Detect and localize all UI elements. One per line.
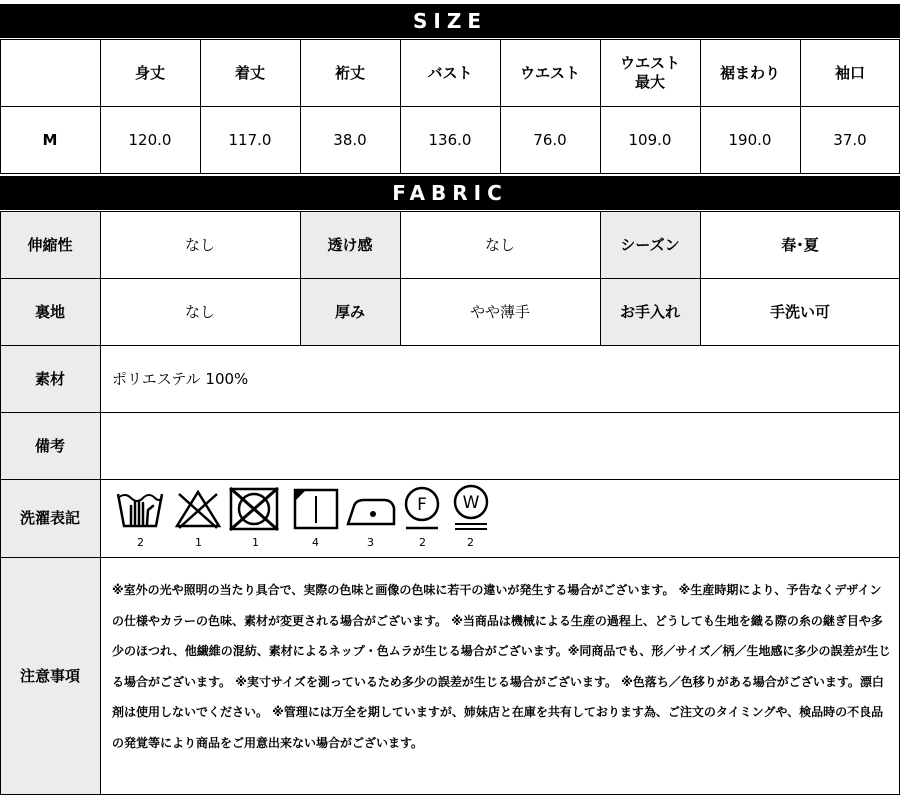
no-tumble-dry-icon: [227, 486, 281, 532]
fabric-section-title-bar: [0, 176, 900, 210]
size-value-waist: 76.0: [533, 130, 567, 149]
material-label: 素材: [34, 369, 65, 388]
size-value-bust: 136.0: [428, 130, 472, 149]
wash-number-5: 3: [367, 536, 374, 549]
size-header-hem-circumference: 裾まわり: [719, 63, 780, 82]
size-value-total-length: 117.0: [228, 130, 272, 149]
care-value: 手洗い可: [769, 302, 830, 321]
size-value-sleeve-length: 38.0: [333, 130, 367, 149]
thickness-label: 厚み: [334, 302, 365, 321]
size-value-body-length: 120.0: [128, 130, 172, 149]
size-header-bust: バスト: [427, 63, 473, 82]
size-value-cuff: 37.0: [833, 130, 867, 149]
sheer-value: なし: [484, 235, 515, 254]
care-label: お手入れ: [619, 302, 680, 321]
size-header-waist-max: ウエスト 最大: [619, 54, 680, 91]
size-row-label: M: [42, 130, 58, 149]
notes-text: ※室外の光や照明の当たり具合で、実際の色味と画像の色味に若干の違いが発生する場合がございます。 ※生産時期により、予告なくデザインの仕様やカラーの色味、素材が変更される場合がございます。 ※当商品は機械による生産の過程上、どうしても生地を織る際の糸の継ぎ目や多少のほつれ、他繊維の混紡、素材によるネップ・色ムラが生じる場合がございます。※同商品でも、形／サイズ／柄／生地感に多少の誤差が生じる場合がございます。 ※実寸サイズを測っているため多少の誤差が生じる場合がございます。 ※色落ち／色移りがある場合がございます。漂白剤は使用しないでください。 ※管理には万全を期していますが、姉妹店と在庫を共有しております為、ご注文のタイミングや、検品時の不良品の発覚等により商品をご用意出来ない場合がございます。: [112, 583, 891, 750]
season-value: 春･夏: [781, 235, 819, 254]
size-section-title: SIZE: [412, 9, 487, 33]
wash-number-4: 4: [312, 536, 319, 549]
size-value-hem-circumference: 190.0: [728, 130, 772, 149]
remarks-label: 備考: [34, 436, 65, 455]
size-header-sleeve-length: 裄丈: [334, 63, 365, 82]
wash-number-3: 1: [252, 536, 259, 549]
wash-label: 洗濯表記: [19, 509, 80, 528]
remarks-value: [112, 413, 892, 479]
lining-value: なし: [184, 302, 215, 321]
thickness-value: やや薄手: [469, 302, 530, 321]
wet-clean-letter: W: [462, 493, 480, 513]
stretch-value: なし: [184, 235, 215, 254]
material-value: ポリエステル 100%: [112, 369, 249, 388]
fabric-section-title: FABRIC: [392, 181, 508, 205]
size-header-cuff: 袖口: [834, 63, 865, 82]
iron-low-icon: [344, 492, 398, 528]
wash-number-7: 2: [467, 536, 474, 549]
lining-label: 裏地: [34, 302, 65, 321]
wash-number-2: 1: [195, 536, 202, 549]
no-bleach-triangle-icon: [173, 488, 223, 530]
wash-number-6: 2: [419, 536, 426, 549]
wash-number-1: 2: [137, 536, 144, 549]
notes-label: 注意事項: [19, 666, 80, 685]
stretch-label: 伸縮性: [27, 235, 73, 254]
sheer-label: 透け感: [327, 235, 373, 254]
size-header-body-length: 身丈: [134, 63, 165, 82]
size-header-total-length: 着丈: [234, 63, 265, 82]
size-section-title-bar: [0, 4, 900, 38]
dry-clean-letter: F: [417, 495, 427, 515]
line-dry-shade-icon: [292, 487, 340, 531]
size-header-waist: ウエスト: [519, 63, 580, 82]
size-value-waist-max: 109.0: [628, 130, 672, 149]
hand-wash-tub-icon: [115, 488, 165, 530]
season-label: シーズン: [620, 235, 680, 254]
